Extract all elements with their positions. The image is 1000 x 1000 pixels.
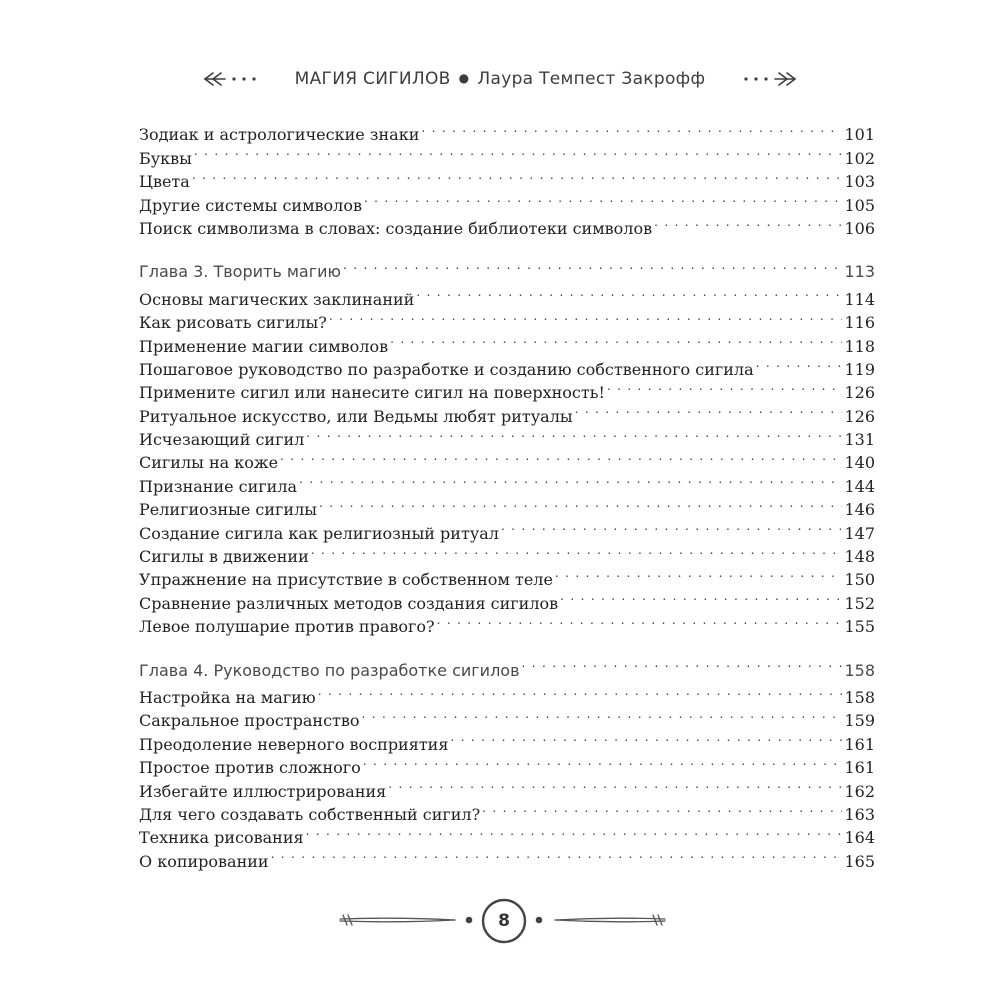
toc-entry-title: Избегайте иллюстрирования [139,781,387,801]
dot-leader [363,750,843,773]
toc-entry-title: Исчезающий сигил [139,430,305,450]
toc-entry-page: 158 [844,687,875,707]
toc-entry-title: Признание сигила [139,476,298,496]
toc-entry-page: 161 [844,758,875,778]
dot-leader [654,211,842,234]
toc-entry[interactable] [139,680,875,707]
dot-leader [311,539,843,562]
dot-leader [390,328,842,351]
toc-entry-title: Сигилы в движении [139,547,309,567]
dot-leader [555,562,843,585]
dot-leader [364,187,843,210]
dot-leader [343,254,842,277]
dot-leader [437,609,843,632]
dot-leader [271,843,843,866]
toc-chapter-3[interactable] [139,254,875,282]
toc-entry[interactable] [139,117,875,145]
toc-entry-title: Религиозные сигилы [139,500,317,520]
toc-entry-title: Основы магических заклинаний [139,289,415,309]
toc-entry-title: Поиск символизма в словах: создание библиотеки символов [139,218,653,238]
dot-leader [575,398,843,421]
dot-leader [482,797,842,820]
dot-leader [416,281,842,304]
toc-entry-page: 106 [844,218,875,238]
toc-entry-title: Настройка на магию [139,687,316,707]
toc-entry-title: Техника рисования [139,828,304,848]
dot-leader [388,773,842,796]
running-head-text [295,69,706,89]
toc-entry-title: Левое полушарие против правого? [139,617,435,637]
chapter-page: 158 [844,660,875,680]
toc-entry-page: 119 [844,359,875,379]
separator-dot: ● [458,71,470,85]
toc-chapter-4[interactable] [139,652,875,680]
dot-leader [421,117,842,140]
toc-entry-page: 118 [844,336,875,356]
toc-entry-page: 131 [844,430,875,450]
table-of-contents [139,117,875,871]
toc-entry-page: 155 [844,617,875,637]
dot-leader [192,164,843,187]
chapter-title: Глава 3. Творить магию [139,262,341,282]
dot-leader [280,445,842,468]
author-name: Лаура Темпест Закрофф [477,69,706,89]
toc-entry-page: 102 [844,148,875,168]
dot-leader [306,820,843,843]
running-head [0,64,1000,94]
toc-entry[interactable] [139,281,875,309]
toc-entry[interactable] [139,187,875,215]
page-folio [0,893,1000,949]
toc-entry-title: Как рисовать сигилы? [139,313,327,333]
toc-entry-title: Ритуальное искусство, или Ведьмы любят ритуалы [139,406,573,426]
book-title: МАГИЯ СИГИЛОВ [294,69,451,89]
toc-entry-page: 165 [844,851,875,871]
toc-entry-title: О копировании [139,851,269,871]
toc-entry-page: 147 [844,523,875,543]
toc-entry-page: 146 [844,500,875,520]
toc-entry-title: Примените сигил или нанесите сигил на поверхность! [139,383,605,403]
right-arrow-ornament-icon [737,69,799,89]
toc-entry-page: 126 [844,406,875,426]
toc-entry-page: 159 [844,711,875,731]
toc-entry-page: 105 [844,195,875,215]
chapter-title: Глава 4. Руководство по разработке сигилов [139,660,520,680]
dot-leader [501,515,843,538]
dot-leader [756,352,843,375]
toc-entry-title: Преодоление неверного восприятия [139,734,449,754]
dot-leader [607,375,843,398]
toc-entry-title: Создание сигила как религиозный ритуал [139,523,499,543]
toc-entry[interactable] [139,140,875,168]
toc-entry-title: Буквы [139,148,192,168]
toc-entry-page: 163 [844,804,875,824]
page-number: 8 [498,911,510,931]
toc-entry-title: Другие системы символов [139,195,362,215]
dot-leader [362,703,843,726]
toc-entry-title: Сакральное пространство [139,711,360,731]
chapter-page: 113 [844,262,875,282]
toc-entry[interactable] [139,164,875,192]
toc-entry-title: Упражнение на присутствие в собственном теле [139,570,553,590]
toc-entry-page: 140 [844,453,875,473]
dot-leader [306,422,842,445]
dot-leader [299,468,842,491]
toc-entry-page: 164 [844,828,875,848]
dot-leader [450,726,842,749]
left-arrow-ornament-icon [201,69,263,89]
dot-leader [329,305,843,328]
toc-entry-page: 144 [844,476,875,496]
toc-entry-page: 152 [844,593,875,613]
toc-entry-title: Сигилы на коже [139,453,279,473]
toc-entry-title: Сравнение различных методов создания сигилов [139,593,559,613]
toc-entry-page: 116 [844,313,875,333]
toc-entry-title: Для чего создавать собственный сигил? [139,804,481,824]
toc-entry-title: Пошаговое руководство по разработке и созданию собственного сигила [139,359,754,379]
toc-entry-page: 161 [844,734,875,754]
toc-entry-page: 150 [844,570,875,590]
toc-entry-page: 148 [844,547,875,567]
toc-entry-title: Цвета [139,172,190,192]
dot-leader [318,680,843,703]
toc-entry-page: 162 [844,781,875,801]
toc-entry-page: 103 [844,172,875,192]
dot-leader [522,652,843,675]
toc-entry-title: Зодиак и астрологические знаки [139,125,420,145]
toc-entry-title: Простое против сложного [139,758,361,778]
dot-leader [560,585,842,608]
dot-leader [194,140,843,163]
dot-leader [319,492,842,515]
toc-entry-page: 114 [844,289,875,309]
toc-entry-page: 126 [844,383,875,403]
toc-entry-page: 101 [844,125,875,145]
toc-entry-title: Применение магии символов [139,336,389,356]
